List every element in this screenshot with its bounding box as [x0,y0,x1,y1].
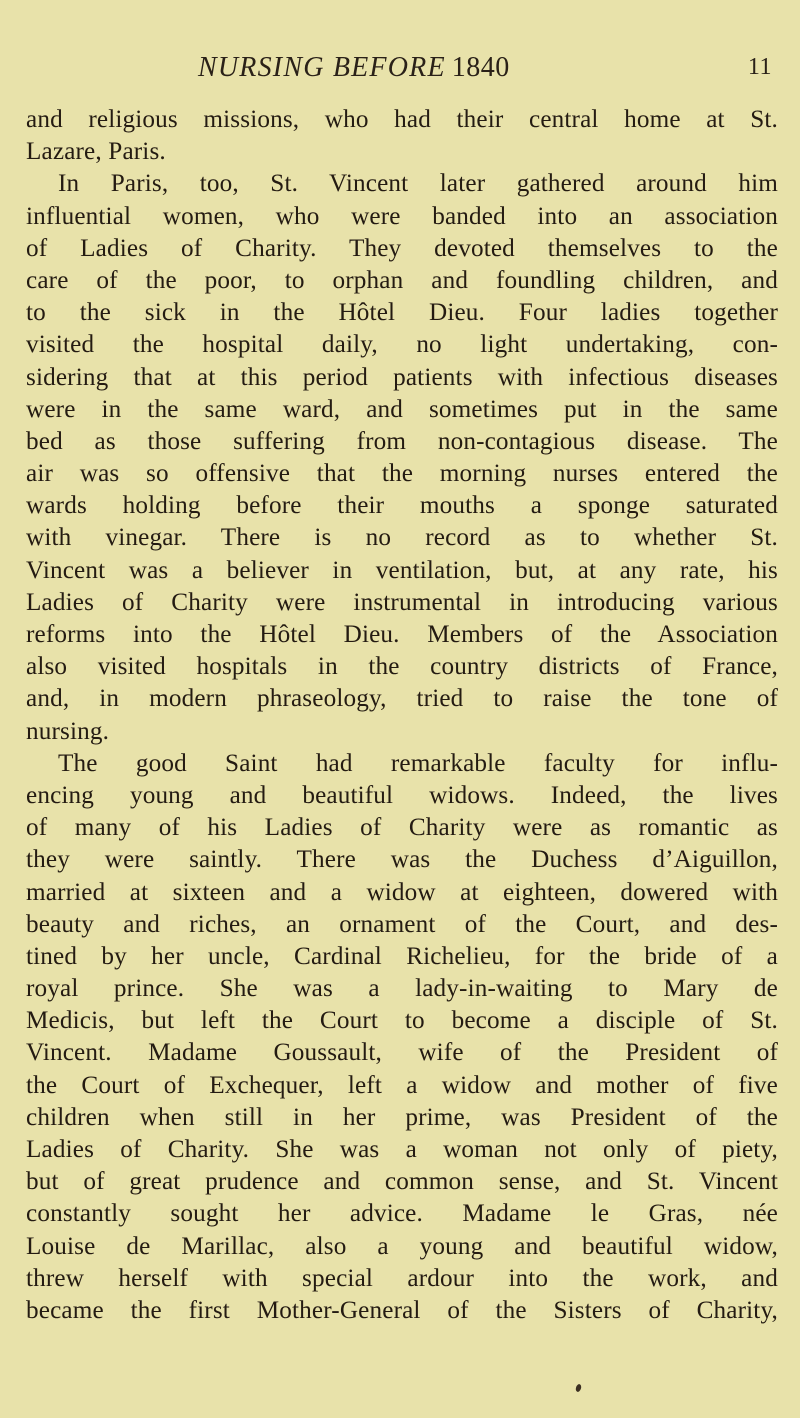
text-line-3: In Paris, too, St. Vincent later gathered around him [58,170,778,198]
text-line-35: constantly sought her advice. Madame le Gras, née [26,1200,778,1228]
text-line-36: Louise de Marillac, also a young and beautiful widow, [26,1232,778,1260]
text-line-33: Ladies of Charity. She was a woman not only of piety, [26,1136,778,1163]
text-line-10: were in the same ward, and sometimes put in the same [26,395,778,423]
text-line-12: air was so offensive that the morning nurses entered the [26,460,778,488]
text-line-19: and, in modern phraseology, tried to raise the tone of [26,685,778,713]
text-line-38: became the first Mother-General of the Sisters of Charity, [26,1296,778,1324]
running-head [0,52,800,92]
ink-speck [575,1383,582,1392]
text-line-37: threw herself with special ardour into the work, and [26,1264,778,1292]
text-line-21: The good Saint had remarkable faculty for influ- [58,749,778,777]
text-line-28: royal prince. She was a lady-in-waiting to Mary de [26,975,778,1003]
page-number: 11 [747,54,772,80]
running-title-text: NURSING BEFORE [198,52,446,83]
body-text [26,104,778,1327]
text-line-24: they were saintly. There was the Duchess d’Aiguillon, [26,846,778,874]
text-line-16: Ladies of Charity were instrumental in introducing various [26,588,778,616]
text-line-34: but of great prudence and common sense, and St. Vincent [26,1168,778,1196]
text-line-18: also visited hospitals in the country districts of France, [26,653,778,681]
text-line-27: tined by her uncle, Cardinal Richelieu, for the bride of a [26,942,778,970]
text-line-11: bed as those suffering from non-contagious disease. The [26,427,778,455]
text-line-32: children when still in her prime, was President of the [26,1103,778,1131]
text-line-20: nursing. [26,717,110,745]
text-line-31: the Court of Exchequer, left a widow and mother of five [26,1071,778,1099]
text-line-2: Lazare, Paris. [26,138,166,166]
text-line-4: influential women, who were banded into an association [26,202,778,230]
running-title-year: 1840 [451,52,510,83]
text-line-30: Vincent. Madame Goussault, wife of the President of [26,1039,778,1067]
text-line-13: wards holding before their mouths a sponge saturated [26,492,778,520]
running-title [198,52,510,84]
text-line-17: reforms into the Hôtel Dieu. Members of the Association [26,621,778,648]
text-line-29: Medicis, but left the Court to become a disciple of St. [26,1007,778,1035]
text-line-22: encing young and beautiful widows. Indeed, the lives [26,781,778,809]
text-line-7: to the sick in the Hôtel Dieu. Four ladies together [26,299,778,327]
text-line-9: sidering that at this period patients with infectious diseases [26,363,778,391]
text-line-15: Vincent was a believer in ventilation, but, at any rate, his [26,556,778,584]
text-line-5: of Ladies of Charity. They devoted themselves to the [26,234,778,262]
text-line-25: married at sixteen and a widow at eighteen, dowered with [26,878,778,906]
text-line-23: of many of his Ladies of Charity were as romantic as [26,814,778,842]
text-line-6: care of the poor, to orphan and foundling children, and [26,266,778,294]
text-line-14: with vinegar. There is no record as to whether St. [26,524,778,552]
text-line-1: and religious missions, who had their central home at St. [26,106,778,133]
text-line-26: beauty and riches, an ornament of the Court, and des- [26,910,778,938]
text-line-8: visited the hospital daily, no light undertaking, con- [26,331,778,359]
